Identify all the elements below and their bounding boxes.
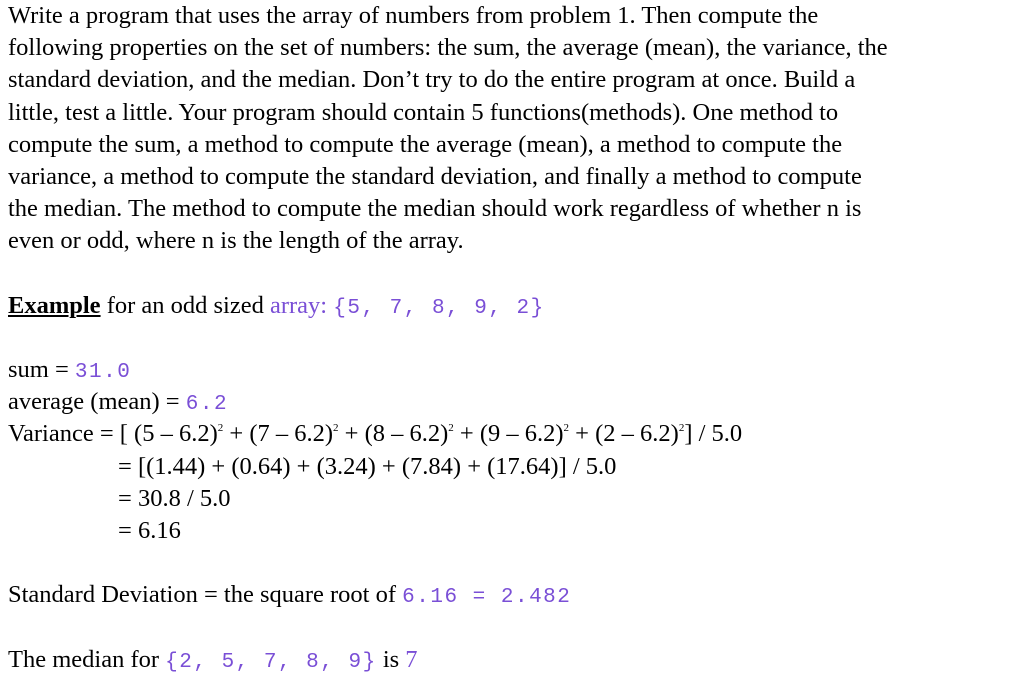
- intro-line-8: even or odd, where n is the length of the array.: [8, 227, 464, 255]
- intro-line-1: Write a program that uses the array of numbers from problem 1. Then compute the: [8, 2, 819, 29]
- median-label: The median for: [8, 645, 166, 673]
- exponent: 2: [678, 422, 685, 435]
- variance-term-1: [ (5 – 6.2): [119, 420, 218, 448]
- intro-line-2: following properties on the set of numbers: the sum, the average (mean), the variance, the: [8, 34, 888, 62]
- intro-line-4: little, test a little. Your program should contain 5 functions(methods). One method to: [8, 98, 839, 126]
- stddev-value: 6.16 = 2.482: [402, 586, 572, 610]
- example-text: for an odd sized: [100, 291, 270, 319]
- average-line: [8, 386, 1020, 418]
- variance-label: Variance =: [8, 420, 120, 448]
- variance-line-3: = 30.8 / 5.0: [118, 484, 231, 512]
- intro-line-3: standard deviation, and the median. Don’t try to do the entire program at once. Build a: [8, 66, 856, 94]
- variance-line-2: = [(1.44) + (0.64) + (3.24) + (7.84) + (17.64)] / 5.0: [118, 452, 617, 480]
- spacer: [8, 322, 1020, 354]
- median-is: is: [376, 645, 406, 673]
- example-heading: Example: [8, 291, 101, 319]
- sum-label: sum =: [8, 356, 75, 384]
- example-line: [8, 290, 1020, 322]
- average-label: average (mean) =: [8, 388, 186, 416]
- median-value: 7: [405, 645, 418, 673]
- variance-term-3: + (8 – 6.2): [338, 420, 449, 448]
- stddev-line: [8, 579, 1020, 611]
- variance-line-1: [8, 418, 1020, 450]
- variance-term-4: + (9 – 6.2): [453, 420, 564, 448]
- spacer: [8, 258, 1020, 290]
- variance-term-2: + (7 – 6.2): [223, 420, 334, 448]
- exponent: 2: [448, 422, 454, 435]
- median-line: [8, 644, 1020, 676]
- exponent: 2: [217, 422, 224, 435]
- average-value: 6.2: [185, 393, 229, 417]
- example-array: {5, 7, 8, 9, 2}: [333, 296, 545, 320]
- intro-line-6: variance, a method to compute the standard deviation, and finally a method to compute: [8, 162, 862, 190]
- spacer: [8, 547, 1020, 579]
- exponent: 2: [333, 422, 339, 435]
- variance-term-5: + (2 – 6.2): [569, 420, 679, 448]
- variance-line-4: = 6.16: [118, 517, 181, 544]
- stddev-label: Standard Deviation = the square root of: [8, 581, 403, 609]
- intro-line-5: compute the sum, a method to compute the average (mean), a method to compute the: [8, 130, 843, 158]
- spacer: [8, 612, 1020, 644]
- variance-divisor: / 5.0: [698, 420, 743, 448]
- document: [8, 0, 1020, 676]
- sum-line: [8, 354, 1020, 386]
- intro-line-7: the median. The method to compute the median should work regardless of whether n is: [8, 195, 862, 223]
- exponent: 2: [563, 422, 570, 435]
- variance-close: ]: [684, 420, 699, 448]
- median-array: {2, 5, 7, 8, 9}: [165, 650, 377, 674]
- example-array-word: array:: [269, 291, 334, 319]
- sum-value: 31.0: [74, 361, 132, 385]
